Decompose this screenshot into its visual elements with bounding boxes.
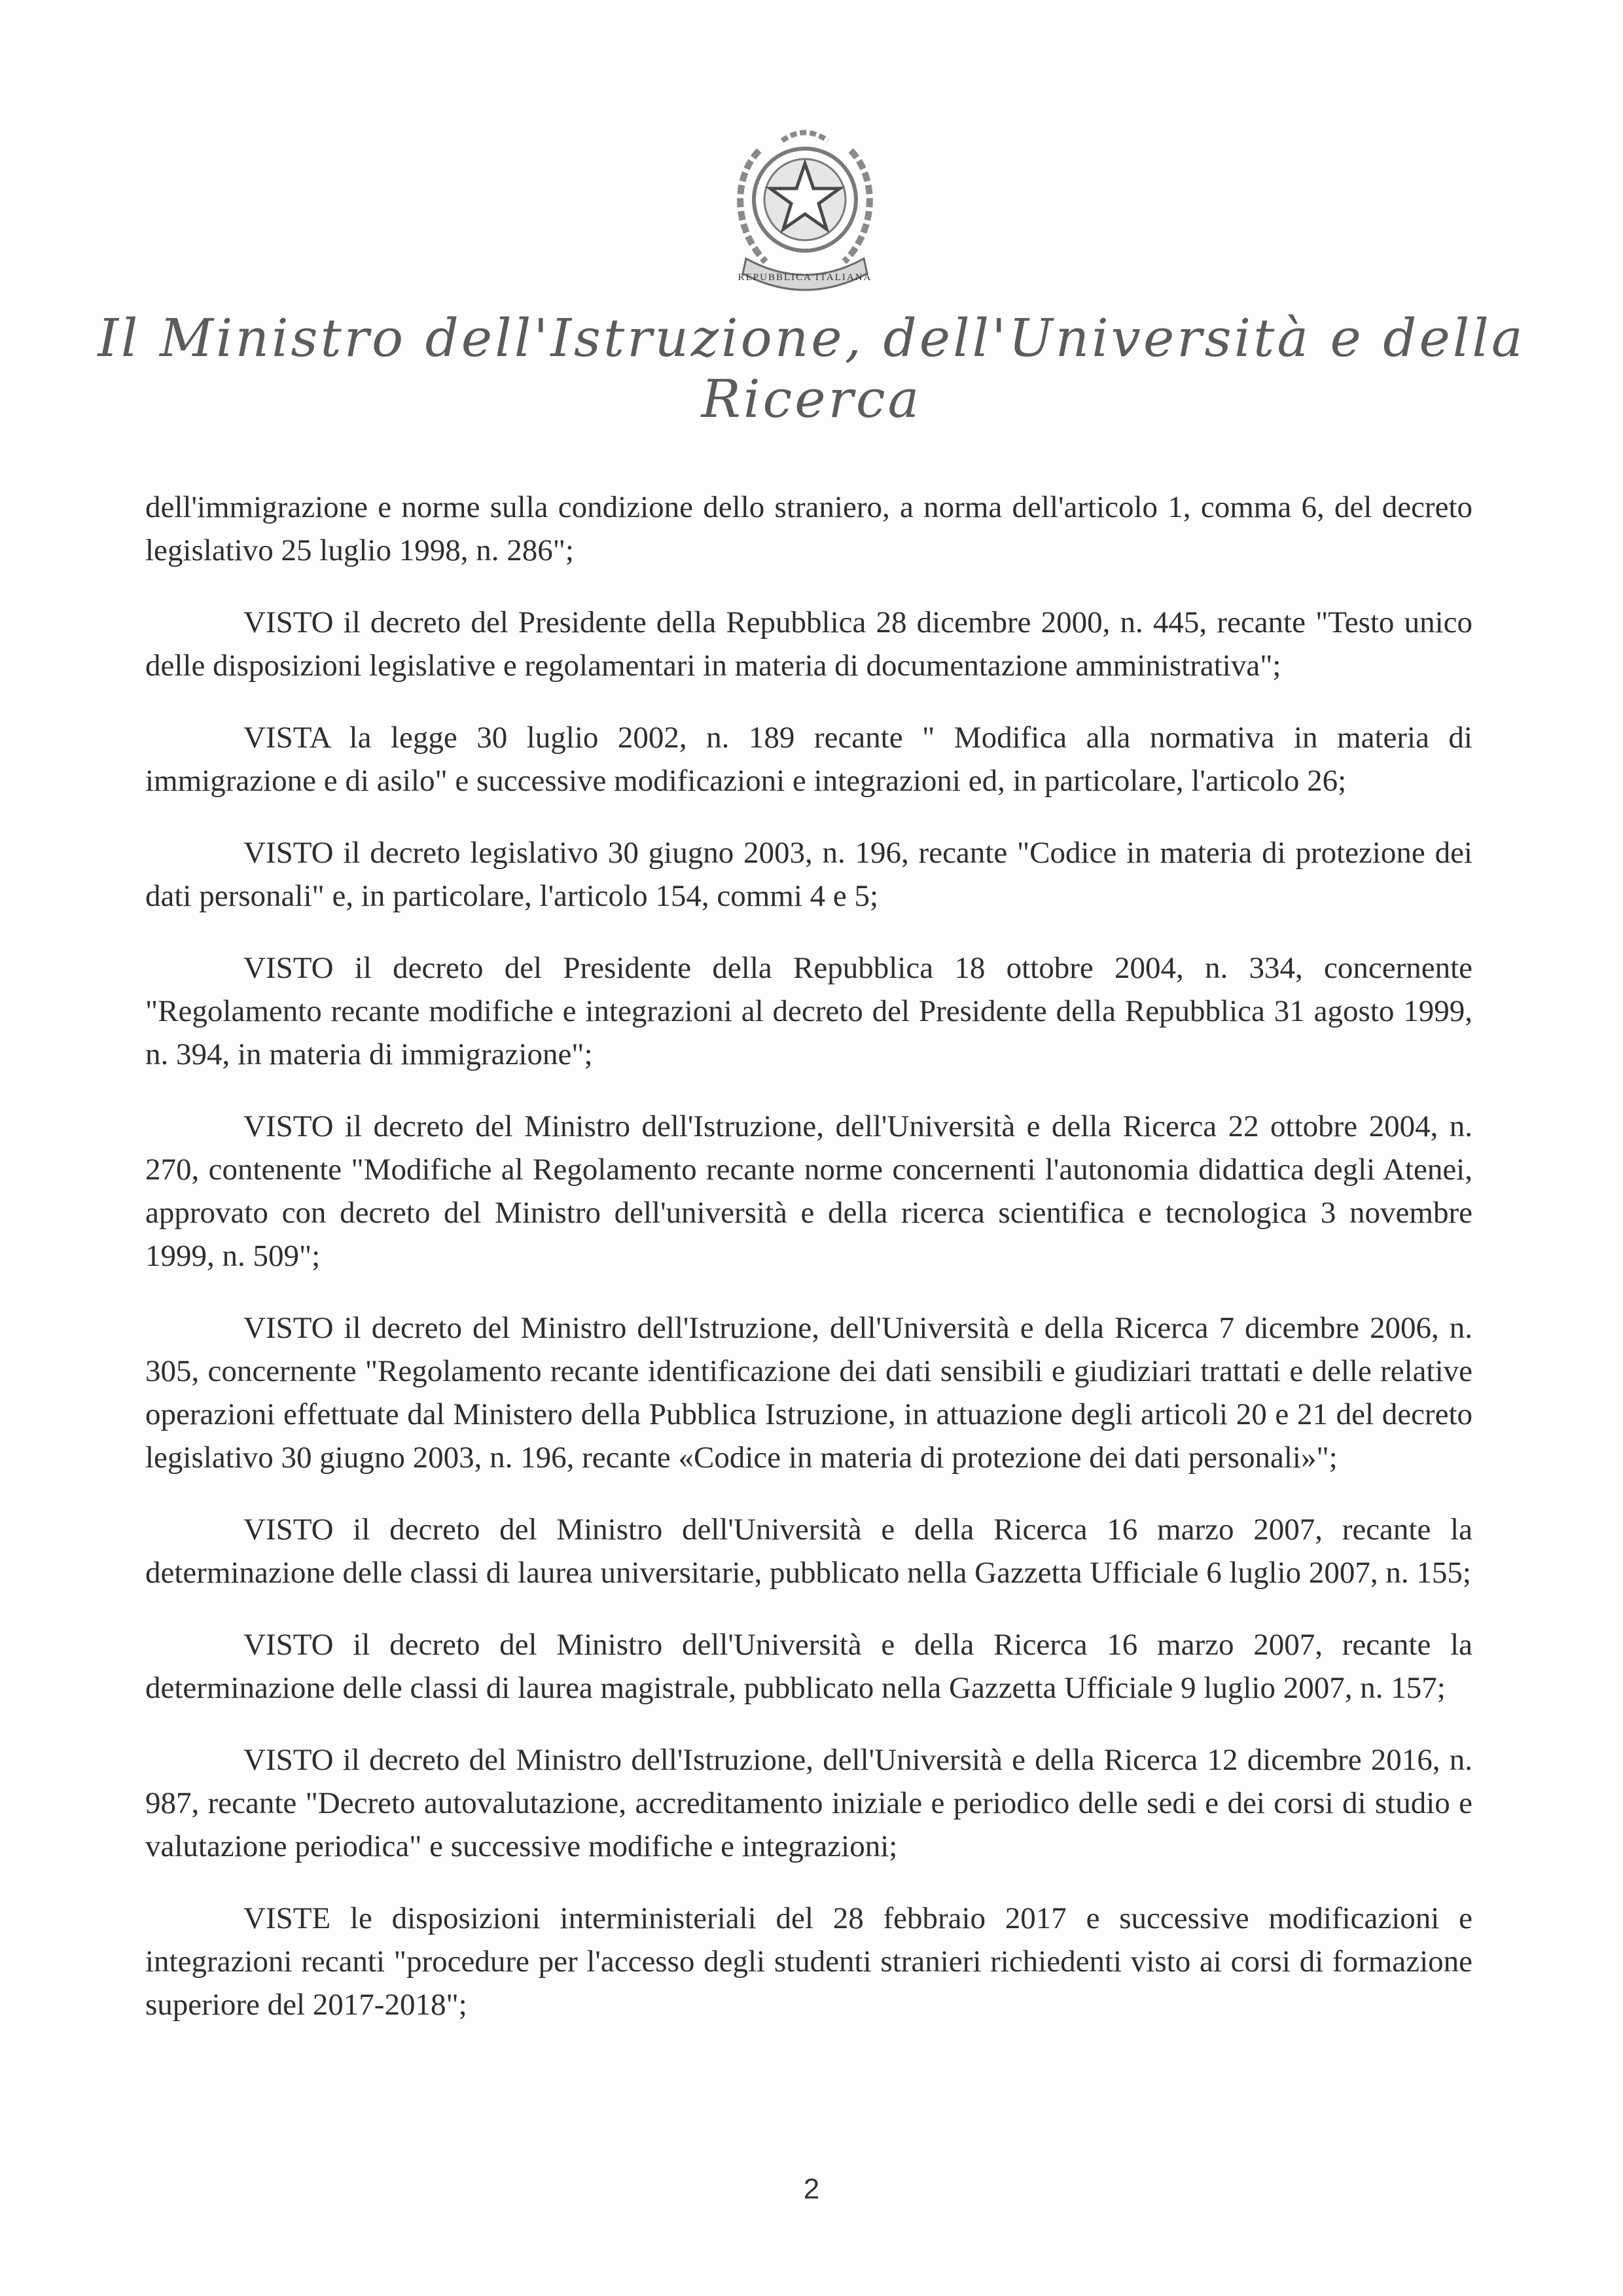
emblem-ribbon-text: REPUBBLICA ITALIANA <box>738 272 872 283</box>
paragraph-visto-dlgs-196: VISTO il decreto legislativo 30 giugno 2003, n. 196, recante "Codice in materia di protezione dei dati personali" e, in particolare, l'articolo 154, commi 4 e 5; <box>145 836 1472 913</box>
paragraph-visto-dm-987: VISTO il decreto del Ministro dell'Istruzione, dell'Università e della Ricerca 12 dicembre 2016, n. 987, recante "Decreto autovalutazione, accreditamento iniziale e periodico delle sedi e dei corsi di studio e valutazione periodica" e successive modifiche e integrazioni; <box>145 1743 1472 1863</box>
page-number: 2 <box>803 2173 820 2205</box>
paragraph-visto-dpr-445: VISTO il decreto del Presidente della Repubblica 28 dicembre 2000, n. 445, recante "Testo unico delle disposizioni legislative e regolamentari in materia di documentazione amministrativa"; <box>145 605 1472 683</box>
paragraph-visto-dm-270: VISTO il decreto del Ministro dell'Istruzione, dell'Università e della Ricerca 22 ottobre 2004, n. 270, contenente "Modifiche al Regolamento recante norme concernenti l'autonomia didattica degli Atenei, approvato con decreto del Ministro dell'università e della ricerca scientifica e tecnologica 3 novembre 1999, n. 509"; <box>145 1109 1472 1273</box>
paragraph-visto-classi-laurea: VISTO il decreto del Ministro dell'Università e della Ricerca 16 marzo 2007, recante la determinazione delle classi di laurea universitarie, pubblicato nella Gazzetta Ufficiale 6 luglio 2007, n. 155; <box>145 1513 1472 1590</box>
emblem-graphic <box>720 111 890 308</box>
ministry-letterhead-title: Il Ministro dell'Istruzione, dell'Università e della Ricerca <box>98 308 1525 429</box>
paragraph-vista-legge-189: VISTA la legge 30 luglio 2002, n. 189 recante " Modifica alla normativa in materia di immigrazione e di asilo" e successive modificazioni e integrazioni ed, in particolare, l'articolo 26; <box>145 721 1472 798</box>
paragraph-visto-dpr-334: VISTO il decreto del Presidente della Repubblica 18 ottobre 2004, n. 334, concernente "Regolamento recante modifiche e integrazioni al decreto del Presidente della Repubblica 31 agosto 1999, n. 394, in materia di immigrazione"; <box>145 951 1472 1071</box>
paragraph-visto-laurea-magistrale: VISTO il decreto del Ministro dell'Università e della Ricerca 16 marzo 2007, recante la determinazione delle classi di laurea magistrale, pubblicato nella Gazzetta Ufficiale 9 luglio 2007, n. 157; <box>145 1628 1472 1705</box>
paragraph-viste-disposizioni: VISTE le disposizioni interministeriali del 28 febbraio 2017 e successive modificazioni e integrazioni recanti "procedure per l'accesso degli studenti stranieri richiedenti visto ai corsi di formazione superiore del 2017-2018"; <box>145 1901 1472 2022</box>
paragraph-continuation: dell'immigrazione e norme sulla condizione dello straniero, a norma dell'articolo 1, comma 6, del decreto legislativo 25 luglio 1998, n. 286"; <box>145 490 1472 567</box>
italian-republic-emblem-icon <box>720 111 890 308</box>
document-body <box>145 486 1472 2055</box>
paragraph-visto-dm-305: VISTO il decreto del Ministro dell'Istruzione, dell'Università e della Ricerca 7 dicembre 2006, n. 305, concernente "Regolamento recante identificazione dei dati sensibili e giudiziari trattati e delle relative operazioni effettuate dal Ministero della Pubblica Istruzione, in attuazione degli articoli 20 e 21 del decreto legislativo 30 giugno 2003, n. 196, recante «Codice in materia di protezione dei dati personali»"; <box>145 1311 1472 1475</box>
